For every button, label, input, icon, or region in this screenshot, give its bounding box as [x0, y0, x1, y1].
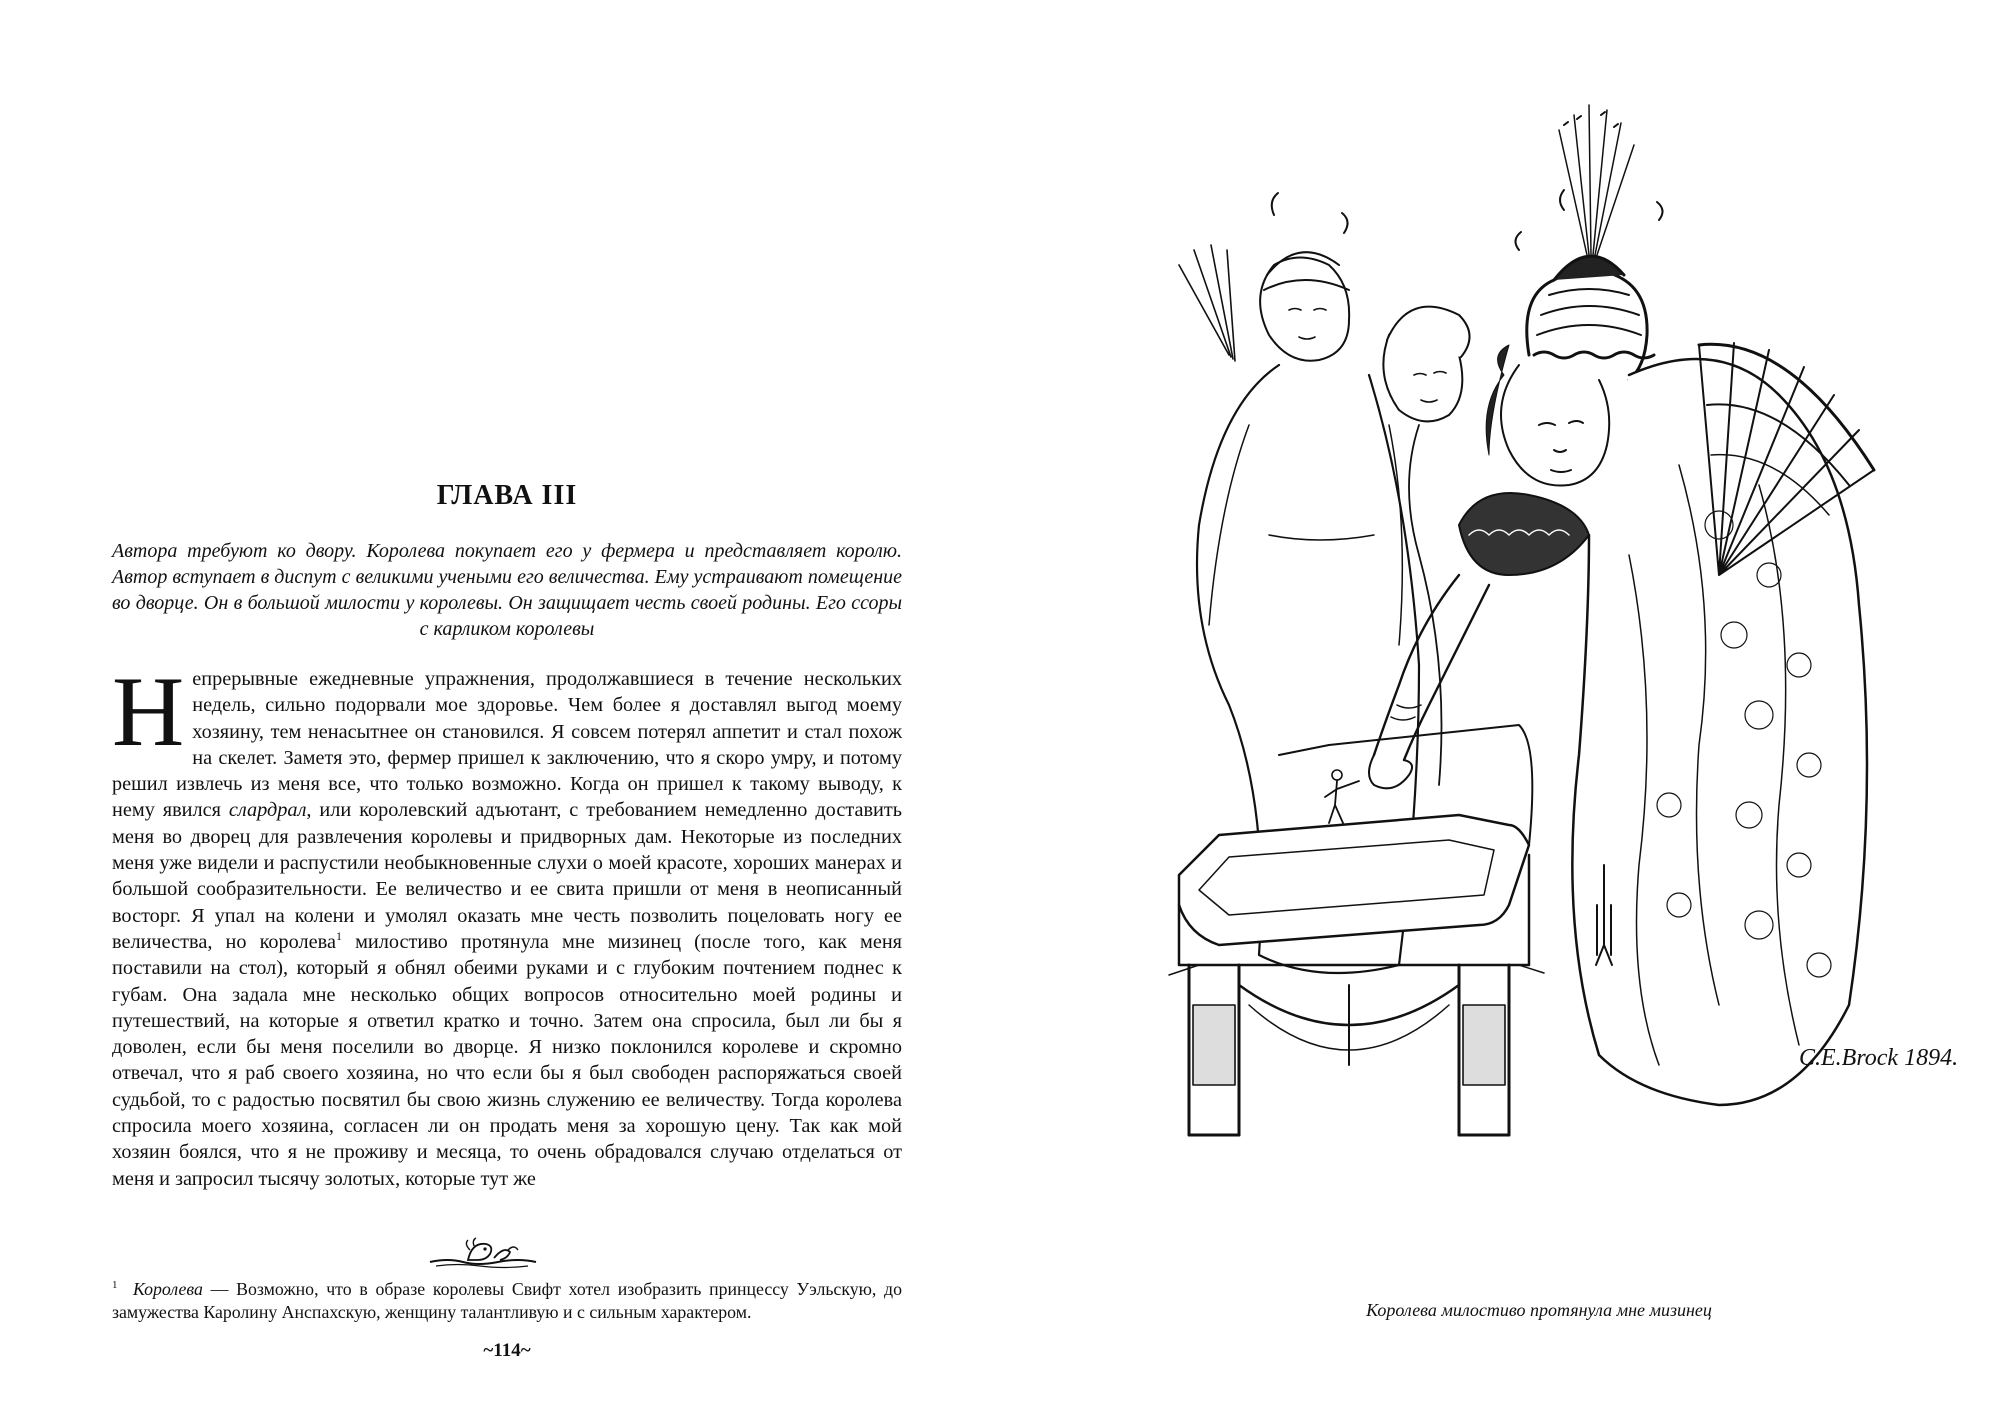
- page-number: ~114~: [483, 1340, 531, 1361]
- queen-illustration: [1159, 105, 1959, 1185]
- body-text-italic-term: слардрал: [228, 799, 307, 822]
- footnote-term: Королева: [132, 1278, 203, 1299]
- body-text-part-3: милостиво протянула мне мизинец (после того, как меня поставили на стол), который я обнял обеими руками и с глубоким почтением поднес к губам. Она задала мне несколько общих вопросов относительно моей родины и путешествий, на которые я ответил кратко и точно. Затем она спросила, был ли бы я доволен, если бы меня поселили во дворце. Я низко поклонился королеве и скромно отвечал, что я раб своего хозяина, но что если бы я был свободен распоряжаться своей судьбой, то с радостью посвятил бы свою жизнь служению ее величеству. Тогда королева спросила моего хозяина, согласен ли он продать меня за хорошую цену. Так как мой хозяин боялся, что я не проживу и месяца, то очень обрадовался случаю отделаться от меня и запросил тысячу золотых, которые тут же: [112, 930, 902, 1190]
- body-text: [112, 656, 902, 1192]
- body-text-part-2: , или королевский адъютант, с требованием немедленно доставить меня во дворец для развлечения королевы и придворных дам. Некоторые из последних меня уже видели и распустили необыкновенные слухи о моей красоте, хороших манерах и большой сообразительности. Ее величество и ее свита пришли от меня в неописанный восторг. Я упал на колени и умолял оказать мне честь позволить поцеловать ногу ее величества, но королева: [112, 799, 902, 953]
- footnote: [112, 1274, 902, 1324]
- footnote-reference[interactable]: 1: [335, 929, 342, 944]
- illustrator-signature: C.E.Brock 1894.: [1799, 1045, 1959, 1071]
- body-text-part-1: епрерывные ежедневные упражнения, продолжавшиеся в течение нескольких недель, сильно подорвали мое здоровье. Чем более я доставлял выгод моему хозяину, тем ненасытнее он становился. Я совсем потерял аппетит и стал похож на скелет. Заметя это, фермер пришел к заключению, что я скоро умру, и потому решил извлечь из меня все, что только возможно. Когда он пришел к такому выводу, к нему явился: [112, 668, 902, 822]
- illustration-caption: Королева милостиво протянула мне мизинец: [1366, 1300, 1712, 1320]
- drop-cap: Н: [112, 656, 185, 767]
- footnote-text: — Возможно, что в образе королевы Свифт хотел изобразить принцессу Уэльскую, до замужества Каролину Анспахскую, женщину талантливую и с сильным характером.: [112, 1278, 902, 1322]
- chapter-title: ГЛАВА III: [436, 480, 578, 511]
- footnote-number: 1: [112, 1279, 118, 1291]
- fish-ornament-icon: [428, 1236, 538, 1272]
- right-page: [1004, 0, 2008, 1417]
- chapter-summary: Автора требуют ко двору. Королева покупает его у фермера и представляет королю. Автор вступает в диспут с великими учеными его величества. Ему устраивают помещение во дворце. Он в большой милости у королевы. Он защищает честь своей родины. Его ссоры с карликом королевы: [112, 540, 902, 640]
- plume-icon: [1559, 105, 1634, 255]
